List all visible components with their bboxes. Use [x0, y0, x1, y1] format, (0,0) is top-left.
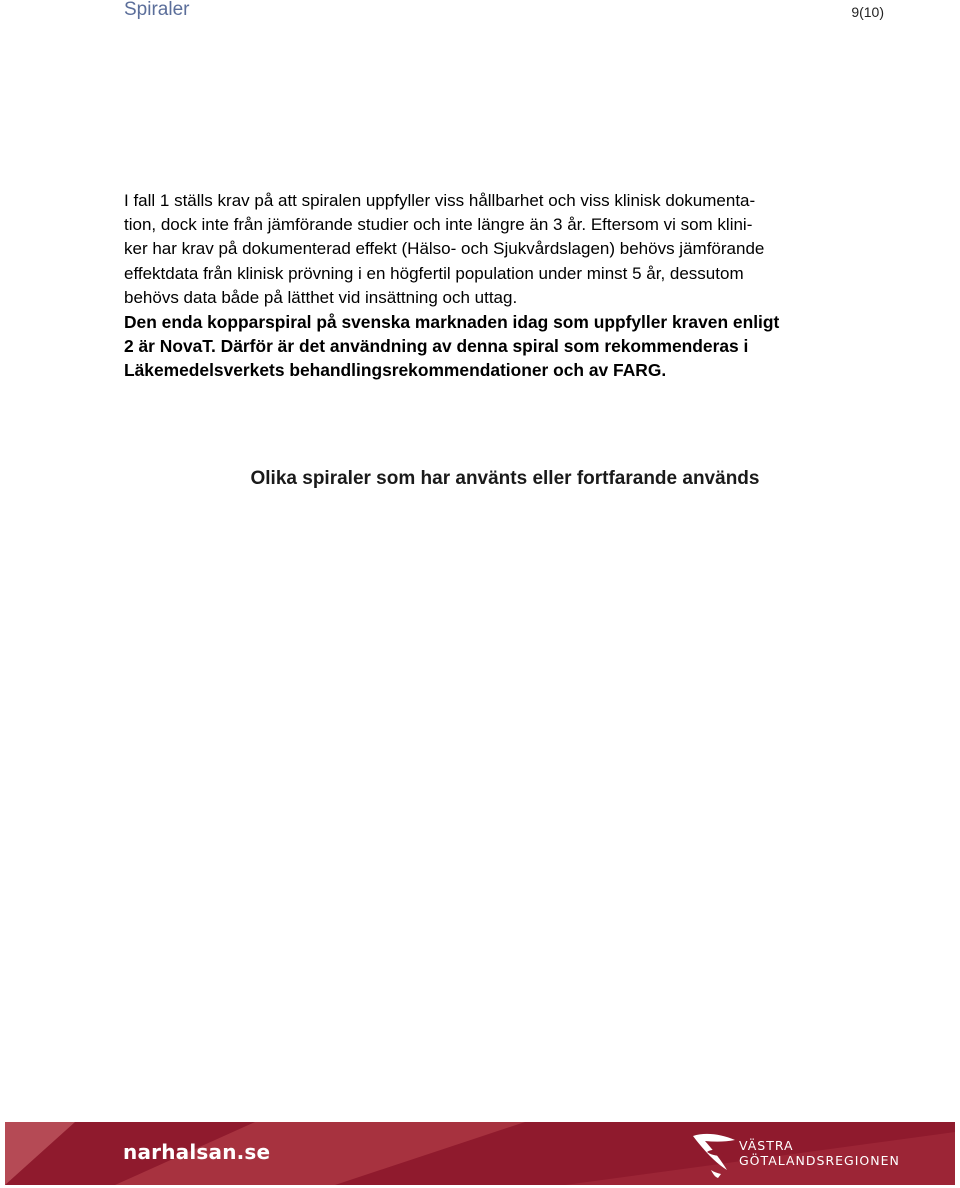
text-line: effektdata från klinisk prövning i en högfertil population under minst 5 år, dessutom [124, 263, 744, 283]
bold-text-line: Läkemedelsverkets behandlingsrekommendationer och av FARG. [124, 360, 667, 381]
page-number: 9(10) [851, 4, 884, 20]
footer-site-link[interactable]: narhalsan.se [123, 1140, 271, 1164]
text-line: behövs data både på lätthet vid insättning och uttag. [124, 287, 518, 307]
section-heading: Olika spiraler som har använts eller fortfarande används [250, 468, 760, 489]
paragraph-recommendation [124, 310, 886, 383]
footer-band [5, 1122, 955, 1185]
bold-text-line: Den enda kopparspiral på svenska marknaden idag som uppfyller kraven enligt [124, 312, 780, 333]
logo-line: GÖTALANDSREGIONEN [739, 1153, 900, 1168]
text-line: I fall 1 ställs krav på att spiralen uppfyller viss hållbarhet och viss klinisk dokumenta- [124, 191, 756, 210]
bold-text-line: 2 är NovaT. Därför är det användning av denna spiral som rekommenderas i [124, 336, 749, 357]
body-text [124, 189, 886, 383]
document-title: Spiraler [124, 0, 190, 20]
text-line: tion, dock inte från jämförande studier och inte längre än 3 år. Eftersom vi som klini- [124, 215, 753, 235]
logo-line: VÄSTRA [739, 1138, 794, 1153]
paragraph-requirements [124, 189, 886, 310]
text-line: ker har krav på dokumenterad effekt (Hälso- och Sjukvårdslagen) behövs jämförande [124, 239, 765, 259]
vgr-logo-text [739, 1138, 900, 1168]
